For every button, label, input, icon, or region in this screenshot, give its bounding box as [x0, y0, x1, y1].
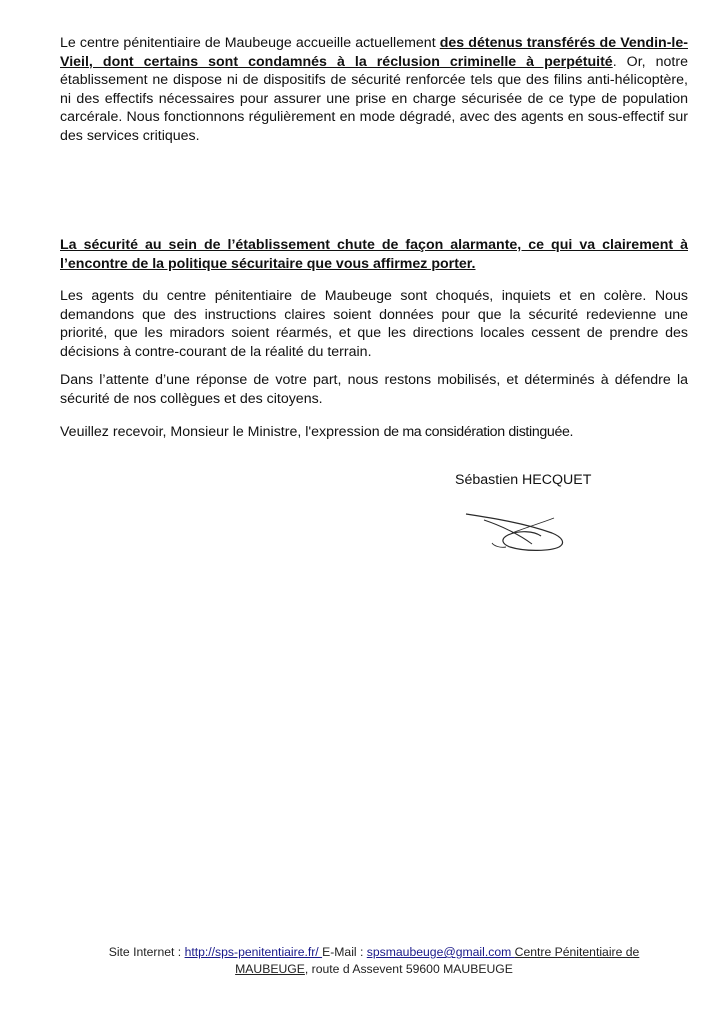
paragraph-security-alert: La sécurité au sein de l’établissement chute de façon alarmante, ce qui va clairement à l’encontre de la politique sécuritaire que vous affirmez porter.: [60, 237, 688, 272]
footer-email-label: E-Mail :: [322, 945, 367, 959]
signer-name: Sébastien HECQUET: [455, 472, 592, 488]
handwritten-signature: [462, 506, 582, 554]
footer-site-link[interactable]: http://sps-penitentiaire.fr/: [184, 945, 323, 959]
paragraph-demands: Les agents du centre pénitentiaire de Maubeuge sont choqués, inquiets et en colère. Nous demandons que des instructions claires soient données pour que la sécurité redevienne une priorité, que les miradors soient réarmés, et que les directions locales cessent de prendre des décisions à contre-courant de la réalité du terrain.: [60, 288, 688, 360]
footer-org: Centre Pénitentiaire de: [514, 945, 640, 959]
footer-email-link[interactable]: spsmaubeuge@gmail.com: [366, 945, 515, 959]
paragraph-detainees: [60, 34, 688, 145]
closing-condensed: de ma considération distinguée.: [383, 424, 574, 440]
footer-city: MAUBEUGE: [235, 962, 305, 976]
paragraph-mobilisation: Dans l’attente d’une réponse de votre part, nous restons mobilisés, et déterminés à défendre la sécurité de nos collègues et des citoyens.: [60, 372, 688, 407]
closing-lead: Veuillez recevoir, Monsieur le Ministre, l'expression: [60, 424, 384, 440]
paragraph-detainees-rest: . Or, notre établissement ne dispose ni de dispositifs de sécurité renforcée tels que des filins anti-hélicoptère, ni des effectifs nécessaires pour assurer une prise en charge sécurisée de ce type de population carcérale. Nous fonctionnons régulièrement en mode dégradé, avec des agents en sous-effectif sur des services critiques.: [60, 53, 688, 144]
footer: [60, 944, 688, 978]
paragraph-detainees-lead: Le centre pénitentiaire de Maubeuge accueille actuellement: [60, 35, 440, 51]
paragraph-closing: [60, 423, 688, 442]
paragraph-detainees-emphasis: des détenus transférés de Vendin-le-Vieil, dont certains sont condamnés à la réclusion criminelle à perpétuité: [60, 35, 688, 70]
footer-address: , route d Assevent 59600 MAUBEUGE: [304, 962, 513, 976]
footer-site-label: Site Internet :: [108, 945, 185, 959]
